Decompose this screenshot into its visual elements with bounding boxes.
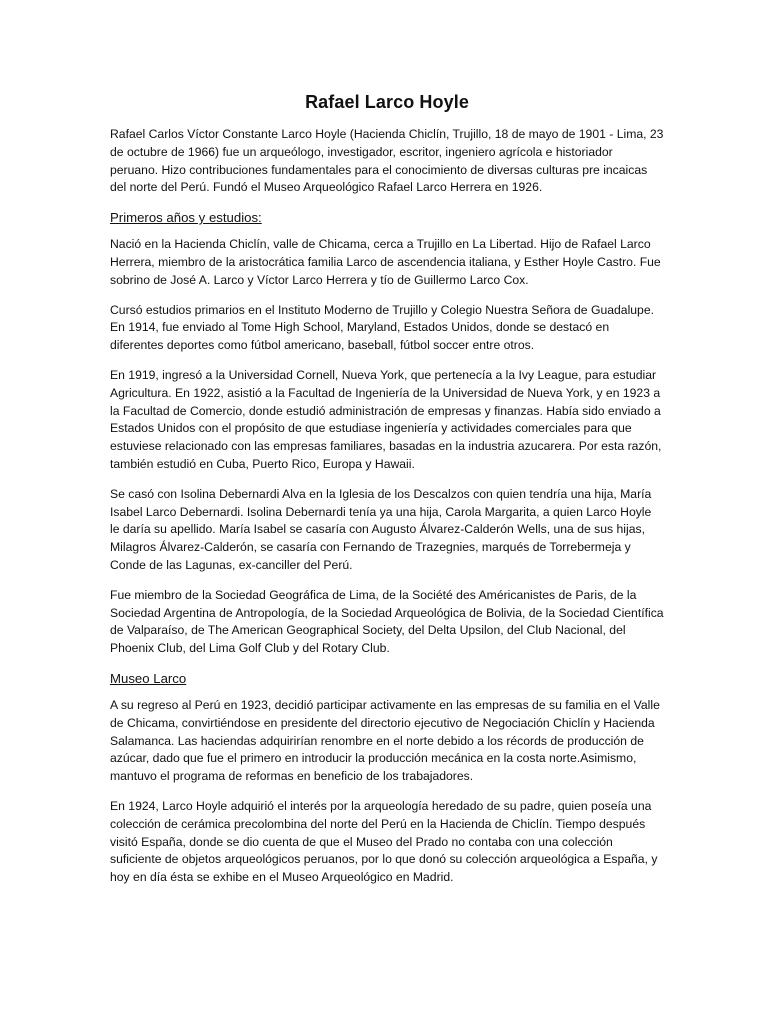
paragraph-university: En 1919, ingresó a la Universidad Cornell, Nueva York, que pertenecía a la Ivy League, para estudiar Agricultura. En 1922, asistió a la Facultad de Ingeniería de la Universidad de Nueva York, y en 1923 a la Facultad de Comercio, donde estudió administración de empresas y finanzas. Había sido enviado a Estados Unidos con el propósito de que estudiase ingeniería y actividades comerciales para que estuviese relacionado con las empresas familiares, basadas en la industria azucarera. Por esta razón, también estudió en Cuba, Puerto Rico, Europa y Hawaii. [110,367,662,471]
paragraph-archaeology: En 1924, Larco Hoyle adquirió el interés por la arqueología heredado de su padre, quien poseía una colección de cerámica precolombina del norte del Perú en la Hacienda de Chiclín. Tiempo después visitó España, donde se dio cuenta de que el Museo del Prado no contaba con una colección suficiente de objetos arqueológicos peruanos, por lo que donó su colección arqueológica a España, y hoy en día ésta se exhibe en el Museo Arqueológico en Madrid. [110,798,658,885]
section-heading-early-years: Primeros años y estudios: [110,210,262,226]
paragraph-primary-studies: Cursó estudios primarios en el Instituto Moderno de Trujillo y Colegio Nuestra Señora de Guadalupe. En 1914, fue enviado al Tome High School, Maryland, Estados Unidos, donde se destacó en diferentes deportes como fútbol americano, baseball, fútbol soccer entre otros. [110,302,654,353]
paragraph-return-peru: A su regreso al Perú en 1923, decidió participar activamente en las empresas de su familia en el Valle de Chicama, convirtiéndose en presidente del directorio ejecutivo de Negociación Chiclín y Hacienda Salamanca. Las haciendas adquirirían renombre en el norte debido a los récords de producción de azúcar, dado que fue el primero en introducir la producción mecánica en la costa norte.Asimismo, mantuvo el programa de reformas en beneficio de los trabajadores. [110,697,660,784]
paragraph-marriage: Se casó con Isolina Debernardi Alva en la Iglesia de los Descalzos con quien tendría una hija, María Isabel Larco Debernardi. Isolina Debernardi tenía ya una hija, Carola Margarita, a quien Larco Hoyle le daría su apellido. María Isabel se casaría con Augusto Álvarez-Calderón Wells, una de sus hijas, Milagros Álvarez-Calderón, se casaría con Fernando de Trazegnies, marqués de Torrebermeja y Conde de las Lagunas, ex-canciller del Perú. [110,486,652,572]
intro-paragraph: Rafael Carlos Víctor Constante Larco Hoyle (Hacienda Chiclín, Trujillo, 18 de mayo de 1901 - Lima, 23 de octubre de 1966) fue un arqueólogo, investigador, escritor, ingeniero agrícola e historiador peruano. Hizo contribuciones fundamentales para el conocimiento de diversas culturas pre incaicas del norte del Perú. Fundó el Museo Arqueológico Rafael Larco Herrera en 1926. [110,127,664,195]
paragraph-memberships: Fue miembro de la Sociedad Geográfica de Lima, de la Société des Américanistes de Paris, de la Sociedad Argentina de Antropología, de la Sociedad Arqueológica de Bolivia, de la Sociedad Científica de Valparaíso, de The American Geographical Society, del Delta Upsilon, del Club Nacional, del Phoenix Club, del Lima Golf Club y del Rotary Club. [110,587,664,656]
paragraph-birth: Nació en la Hacienda Chiclín, valle de Chicama, cerca a Trujillo en La Libertad. Hijo de Rafael Larco Herrera, miembro de la aristocrática familia Larco de ascendencia italiana, y Esther Hoyle Castro. Fue sobrino de José A. Larco y Víctor Larco Herrera y tío de Guillermo Larco Cox. [110,237,661,287]
document-title: Rafael Larco Hoyle [305,92,469,112]
section-heading-museo-larco: Museo Larco [110,670,187,686]
